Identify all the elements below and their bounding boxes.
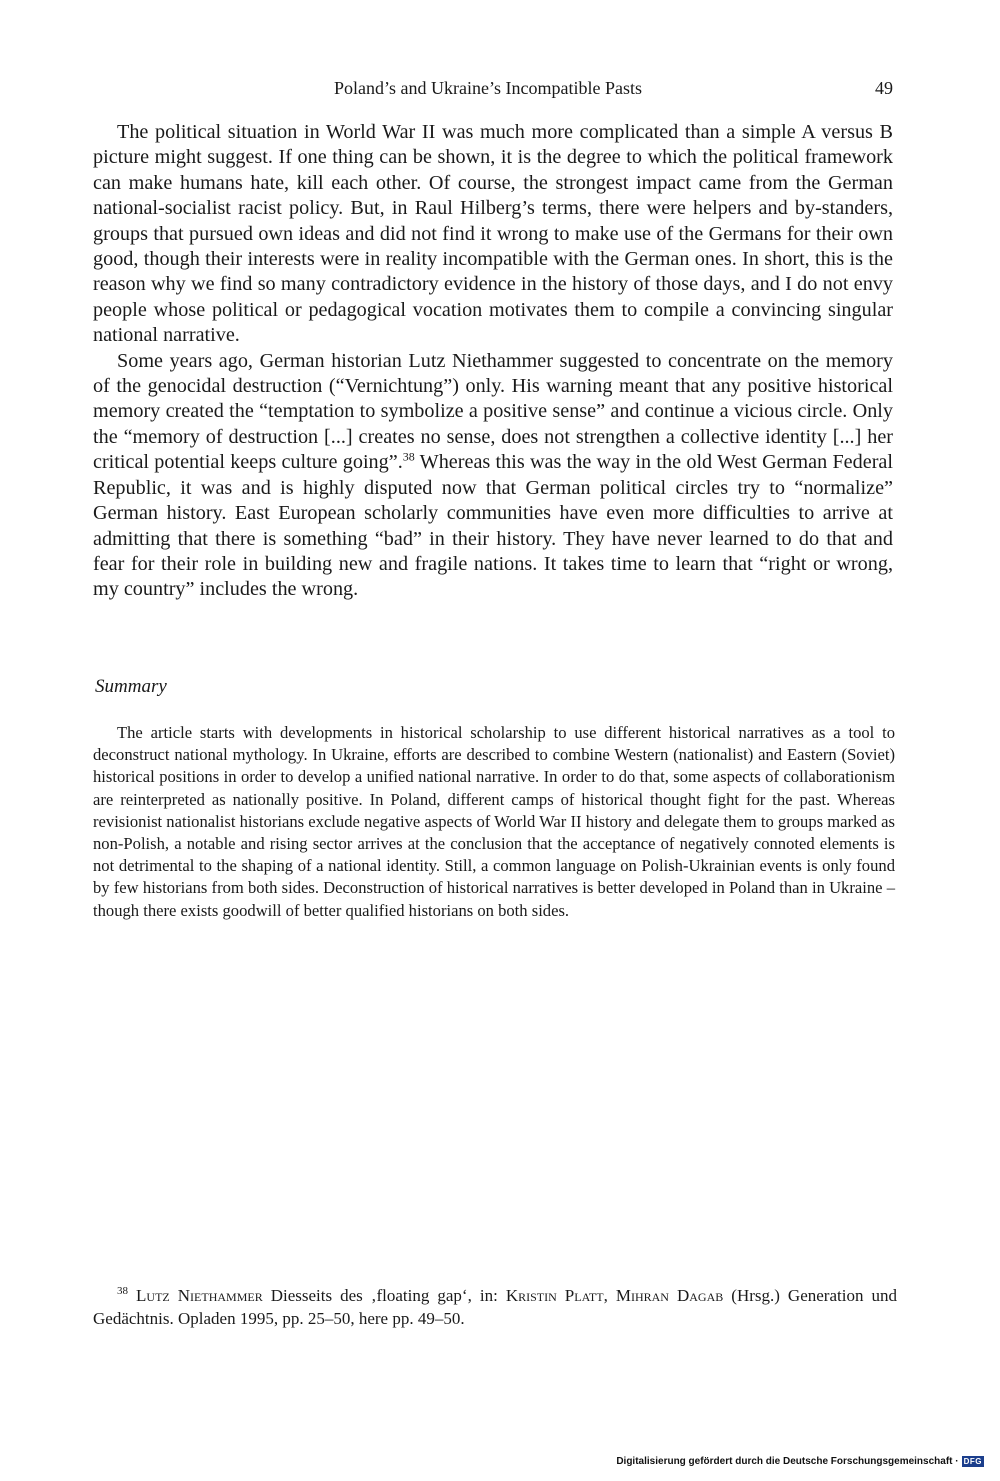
- paragraph-2-text-a: Some years ago, German historian Lutz Niethammer suggested to concentrate on the memory of the genocidal destruction (“Vernichtung”) only. His warning meant that any positive historical memory created the “temptation to symbolize a positive sense” and continue a vicious circle. Only the “memory of destruction [...] creates no sense, does not strengthen a collective identity [...] her critical potential keeps culture going”.: [93, 349, 893, 474]
- footnote-reference[interactable]: 38: [402, 449, 415, 464]
- running-title: Poland’s and Ukraine’s Incompatible Pasts: [334, 78, 642, 98]
- footnote-number: 38: [117, 1285, 128, 1298]
- page-number: 49: [875, 78, 893, 98]
- running-head: [93, 78, 893, 100]
- credit-text: Digitalisierung gefördert durch die Deutsche Forschungsgemeinschaft ·: [616, 1456, 959, 1467]
- dfg-logo-icon: DFG: [963, 1457, 982, 1466]
- digitization-credit: [616, 1456, 984, 1467]
- paragraph-2-text-b: Whereas this was the way in the old West German Federal Republic, it was and is highly disputed now that German political circles try to “normalize” German history. East European scholarly communities have even more difficulties to arrive at admitting that there is something “bad” in their history. They have never learned to do that and fear for their role in building new and fragile nations. It takes time to learn that “right or wrong, my country” includes the wrong.: [93, 451, 893, 601]
- footnote-rest: (Hrsg.) Generation und Gedächtnis. Opladen 1995, pp. 25–50, here pp. 49–50.: [93, 1286, 897, 1328]
- footnote-editors: Kristin Platt, Mihran Dagab: [505, 1286, 724, 1305]
- paragraph-1: The political situation in World War II was much more complicated than a simple A versus B picture might suggest. If one thing can be shown, it is the degree to which the political framework can make humans hate, kill each other. Of course, the strongest impact came from the German national-socialist racist policy. But, in Raul Hilberg’s terms, there were helpers and by-standers, groups that pursued own ideas and did not find it wrong to make use of the Germans for their own good, though their interests were in reality incompatible with the German ones. In short, this is the reason why we find so many contradictory evidence in the history of those days, and I do not envy people whose political or pedagogical vocation motivates them to compile a convincing singular national narrative.: [93, 121, 893, 347]
- footnote-title: Diesseits des ‚floating gap‘, in:: [262, 1286, 506, 1305]
- body-text: [93, 120, 893, 603]
- summary-heading: Summary: [95, 676, 167, 697]
- footnote-author: Lutz Niethammer: [136, 1286, 263, 1305]
- footnote: [93, 1284, 897, 1330]
- summary-paragraph: The article starts with developments in historical scholarship to use different historical narratives as a tool to deconstruct national mythology. In Ukraine, efforts are described to combine Western (nationalist) and Eastern (Soviet) historical positions in order to develop a unified national narrative. In order to do that, some aspects of collaborationism are reinterpreted as nationally positive. In Poland, different camps of historical thought fight for the past. Whereas revisionist nationalist historians exclude negative aspects of World War II history and delegate them to groups marked as non-Polish, a notable and rising sector arrives at the conclusion that the acceptance of negatively connoted elements is not detrimental to the shaping of a national identity. Still, a common language on Polish-Ukrainian events is only found by few historians from both sides. Deconstruction of historical narratives is better developed in Poland than in Ukraine – though there exists goodwill of better qualified historians on both sides.: [93, 723, 895, 920]
- paragraph-2: [93, 349, 893, 603]
- summary-text: [93, 722, 895, 922]
